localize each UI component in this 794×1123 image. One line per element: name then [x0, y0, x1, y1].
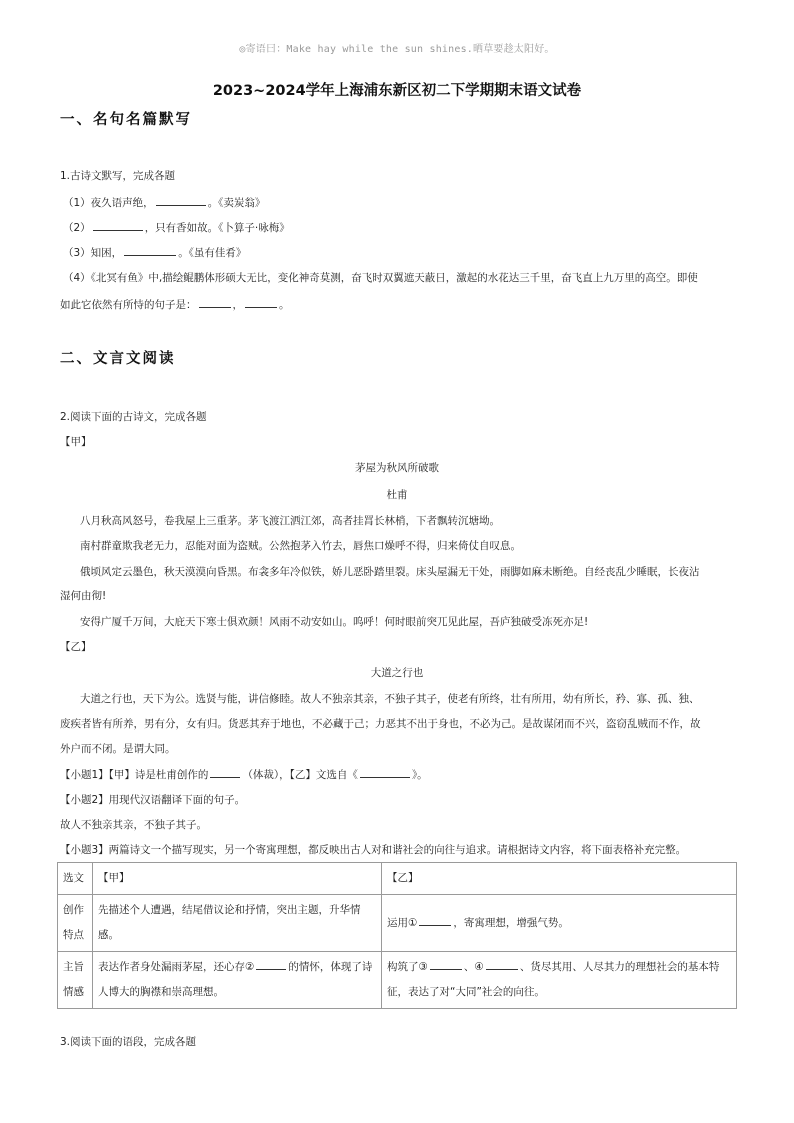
poem-stanza-3-line2: 湿何由彻! [60, 590, 107, 602]
comparison-table [57, 862, 737, 1009]
table-header-cell: 选文 [58, 863, 93, 895]
passage-yi-title: 大道之行也 [370, 667, 424, 679]
subquestion-1-c: 》。 [411, 769, 428, 781]
table-row [58, 895, 737, 952]
poem-title: 茅屋为秋风所破歌 [355, 462, 439, 474]
poem-stanza-4: 安得广厦千万间，大庇天下寒士俱欢颜！风雨不动安如山。呜呼！何时眼前突兀见此屋，吾庐独破受冻死亦足! [80, 616, 589, 628]
table-cell-text: 、④ [463, 961, 484, 973]
table-cell-text: 运用① [387, 916, 418, 929]
table-cell [382, 952, 737, 1009]
answer-blank[interactable] [245, 297, 277, 308]
answer-blank[interactable] [156, 195, 206, 206]
answer-blank[interactable] [199, 297, 231, 308]
q1-item-2-pre: （2） [63, 222, 91, 234]
q1-item-4-line2 [60, 297, 290, 312]
question-1-stem: 1.古诗文默写，完成各题 [60, 170, 176, 182]
table-cell [382, 895, 737, 952]
table-header-cell: 【乙】 [382, 863, 737, 895]
answer-blank[interactable] [256, 959, 286, 970]
poem-stanza-3-line1: 俄顷风定云墨色，秋天漠漠向昏黑。布衾多年冷似铁，娇儿恶卧踏里裂。床头屋漏无干处，雨脚如麻未断绝。自经丧乱少睡眠，长夜沾 [80, 566, 700, 578]
question-3-stem: 3.阅读下面的语段，完成各题 [60, 1036, 197, 1048]
table-cell-text: 表达作者身处漏雨茅屋，还心存② [98, 961, 255, 973]
q1-item-3-post: 。《虽有佳肴》 [178, 247, 247, 259]
answer-blank[interactable] [210, 767, 240, 778]
answer-blank[interactable] [419, 915, 451, 926]
q1-item-2-post: ，只有香如故。《卜算子·咏梅》 [144, 222, 290, 234]
subquestion-3: 【小题3】两篇诗文一个描写现实，另一个寄寓理想，都反映出古人对和谐社会的向往与追求。请根据诗文内容，将下面表格补充完整。 [60, 844, 687, 856]
subquestion-1-b: （体裁），【乙】文选自《 [242, 769, 358, 781]
passage-yi-tag: 【乙】 [60, 641, 92, 653]
subquestion-1-a: 【小题1】【甲】诗是杜甫创作的 [60, 769, 209, 781]
question-2-stem: 2.阅读下面的古诗文，完成各题 [60, 411, 207, 423]
table-cell-text: 、货尽其用、人尽其力的理想社会的基本特征，表达了对“大同”社会的向往。 [387, 961, 720, 998]
answer-blank[interactable] [93, 220, 143, 231]
q1-item-4-end: 。 [279, 299, 290, 311]
q1-item-3 [63, 245, 246, 260]
passage-yi-line3: 外户而不闭。是谓大同。 [60, 743, 176, 755]
table-row [58, 863, 737, 895]
passage-yi-line2: 废疾者皆有所养，男有分，女有归。货恶其弃于地也，不必藏于己；力恶其不出于身也，不必为己。是故谋闭而不兴，盗窃乱贼而不作，故 [60, 718, 701, 730]
q1-item-4-pre: 如此它依然有所恃的句子是： [60, 299, 197, 311]
section-heading-two: 二、文言文阅读 [60, 350, 176, 367]
subquestion-2: 【小题2】用现代汉语翻译下面的句子。 [60, 794, 246, 806]
table-cell-text: ，寄寓理想，增强气势。 [453, 916, 569, 929]
table-cell: 先描述个人遭遇，结尾借议论和抒情，突出主题，升华情感。 [93, 895, 382, 952]
table-row-label: 主旨情感 [58, 952, 93, 1009]
table-cell-text: 构筑了③ [387, 961, 428, 973]
q1-item-2 [63, 220, 290, 235]
q1-item-1 [63, 195, 265, 210]
passage-yi-line1: 大道之行也，天下为公。选贤与能，讲信修睦。故人不独亲其亲，不独子其子，使老有所终，壮有所用，幼有所长，矜、寡、孤、独、 [80, 693, 700, 705]
answer-blank[interactable] [486, 959, 518, 970]
motto-header: ◎寄语曰：Make hay while the sun shines.晒草要趁太阳好。 [239, 44, 555, 55]
table-row-label: 创作特点 [58, 895, 93, 952]
answer-blank[interactable] [360, 767, 410, 778]
q1-item-1-pre: （1）夜久语声绝， [63, 197, 154, 209]
poem-stanza-2: 南村群童欺我老无力，忍能对面为盗贼。公然抱茅入竹去，唇焦口燥呼不得，归来倚仗自叹息。 [80, 540, 521, 552]
answer-blank[interactable] [430, 959, 462, 970]
table-row [58, 952, 737, 1009]
table-cell [93, 952, 382, 1009]
subquestion-2-sentence: 故人不独亲其亲，不独子其子。 [60, 819, 207, 831]
table-cell-text: 的情怀，体现了诗人博大的胸襟和崇高理想。 [98, 961, 373, 998]
q1-item-4-sep: ， [232, 299, 243, 311]
poem-stanza-1: 八月秋高风怒号，卷我屋上三重茅。茅飞渡江洒江郊，高者挂罥长林梢，下者飘转沉塘坳。 [80, 515, 500, 527]
section-heading-one: 一、名句名篇默写 [60, 111, 192, 128]
q1-item-1-post: 。《卖炭翁》 [207, 197, 266, 209]
subquestion-1 [60, 767, 428, 782]
q1-item-3-pre: （3）知困， [63, 247, 123, 259]
document-title: 2023~2024学年上海浦东新区初二下学期期末语文试卷 [212, 83, 582, 99]
q1-item-4-line1: （4）《北冥有鱼》中,描绘鲲鹏体形硕大无比，变化神奇莫测，奋飞时双翼遮天蔽日，激起的水花达三千里，奋飞直上九万里的高空。即使 [63, 272, 698, 284]
passage-jia-tag: 【甲】 [60, 436, 92, 448]
table-header-cell: 【甲】 [93, 863, 382, 895]
poem-author: 杜甫 [386, 489, 408, 501]
answer-blank[interactable] [124, 245, 176, 256]
